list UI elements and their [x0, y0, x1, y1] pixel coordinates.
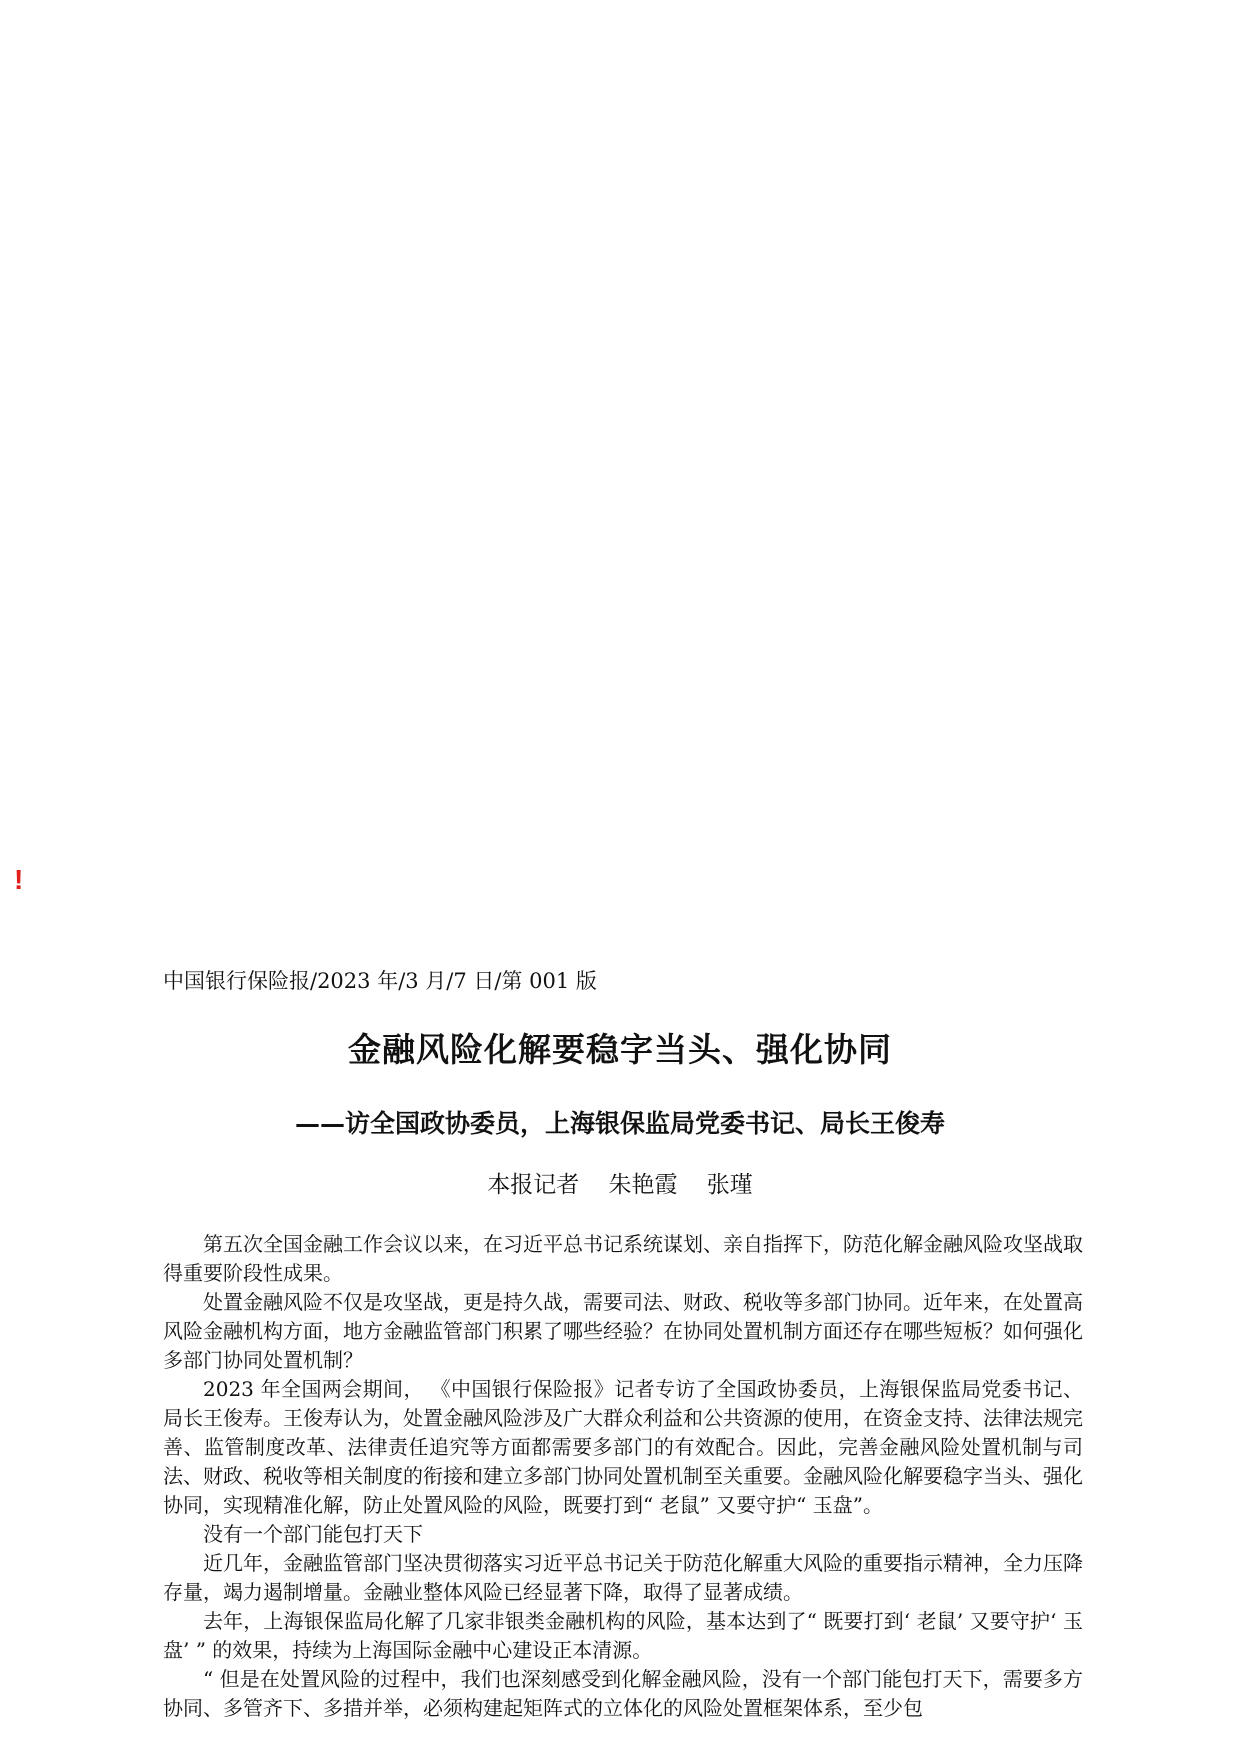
paragraph: 去年，上海银保监局化解了几家非银类金融机构的风险，基本达到了“ 既要打到‘ 老鼠’ 又要守护‘ 玉盘’ ” 的效果，持续为上海国际金融中心建设正本清源。	[163, 1609, 1083, 1662]
article-subtitle: ——访全国政协委员，上海银保监局党委书记、局长王俊寿	[294, 1109, 945, 1138]
byline: 本报记者 朱艳霞 张瑾	[487, 1172, 753, 1198]
source-line: 中国银行保险报/2023 年/3 月/7 日/第 001 版	[163, 969, 597, 993]
paragraph: 第五次全国金融工作会议以来，在习近平总书记系统谋划、亲自指挥下，防范化解金融风险攻坚战取得重要阶段性成果。	[163, 1232, 1083, 1285]
article-title: 金融风险化解要稳字当头、强化协同	[348, 1030, 892, 1069]
paragraph: 处置金融风险不仅是攻坚战，更是持久战，需要司法、财政、税收等多部门协同。近年来，在处置高风险金融机构方面，地方金融监管部门积累了哪些经验？在协同处置机制方面还存在哪些短板？如何强化多部门协同处置机制？	[163, 1290, 1083, 1372]
article-body	[163, 1230, 1083, 1723]
paragraph: “ 但是在处置风险的过程中，我们也深刻感受到化解金融风险，没有一个部门能包打天下，需要多方协同、多管齐下、多措并举，必须构建起矩阵式的立体化的风险处置框架体系，至少包	[163, 1667, 1083, 1720]
paragraph: 近几年，金融监管部门坚决贯彻落实习近平总书记关于防范化解重大风险的重要指示精神，全力压降存量，竭力遏制增量。金融业整体风险已经显著下降，取得了显著成绩。	[163, 1551, 1083, 1604]
section-heading: 没有一个部门能包打天下	[203, 1522, 423, 1546]
paragraph: 2023 年全国两会期间， 《中国银行保险报》记者专访了全国政协委员，上海银保监局党委书记、局长王俊寿。王俊寿认为，处置金融风险涉及广大群众利益和公共资源的使用，在资金支持、法律法规完善、监管制度改革、法律责任追究等方面都需要多部门的有效配合。因此，完善金融风险处置机制与司法、财政、税收等相关制度的衔接和建立多部门协同处置机制至关重要。金融风险化解要稳字当头、强化协同，实现精准化解，防止处置风险的风险，既要打到“ 老鼠” 又要守护“ 玉盘”。	[163, 1377, 1083, 1517]
red-exclamation-mark: !	[14, 864, 24, 895]
